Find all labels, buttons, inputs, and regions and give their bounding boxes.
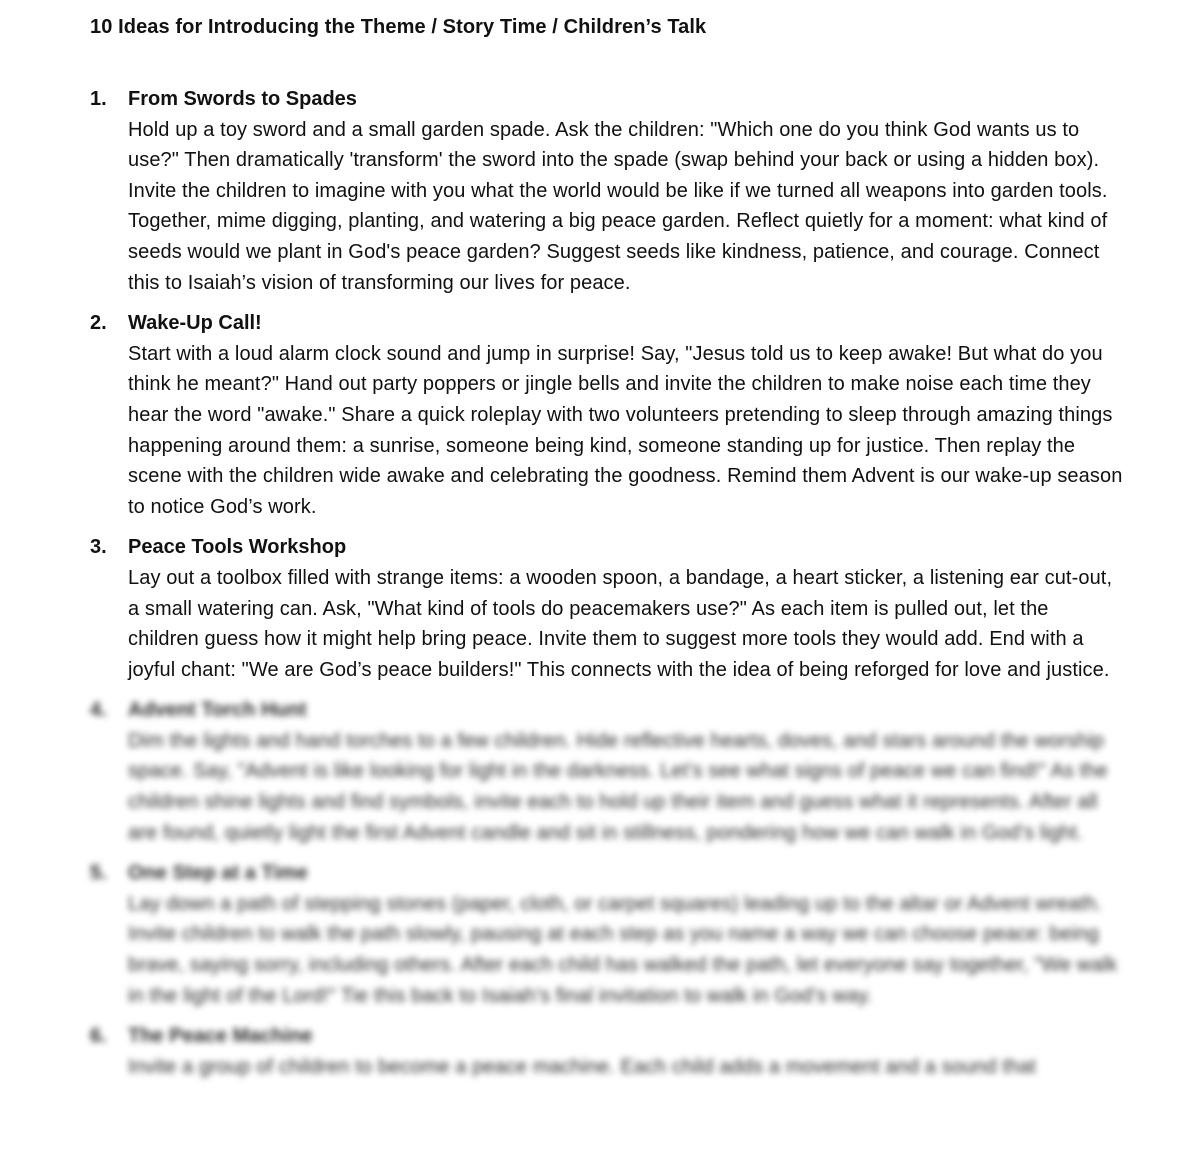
idea-content	[128, 84, 1125, 298]
idea-item-6	[90, 1021, 1125, 1082]
idea-heading: From Swords to Spades	[128, 88, 357, 110]
idea-heading: Wake-Up Call!	[128, 312, 262, 335]
idea-number: 5.	[90, 862, 107, 885]
idea-content	[128, 695, 1125, 848]
idea-list	[90, 84, 1125, 1082]
idea-item-1	[90, 84, 1125, 298]
idea-item-4	[90, 695, 1125, 848]
idea-heading: Advent Torch Hunt	[128, 699, 307, 722]
idea-item-2	[90, 308, 1125, 522]
idea-number: 3.	[90, 536, 107, 559]
idea-content	[128, 308, 1125, 522]
idea-body: Hold up a toy sword and a small garden spade. Ask the children: "Which one do you think God wants us to use?" Then dramatically 'transform' the sword into the spade (swap behind your back or using a hidden box). Invite the children to imagine with you what the world would be like if we turned all weapons into garden tools. Together, mime digging, planting, and watering a big peace garden. Reflect quietly for a moment: what kind of seeds would we plant in God's peace garden? Suggest seeds like kindness, patience, and courage. Connect this to Isaiah’s vision of transforming our lives for peace.	[128, 118, 1108, 294]
idea-body: Lay out a toolbox filled with strange items: a wooden spoon, a bandage, a heart sticker, a listening ear cut-out, a small watering can. Ask, "What kind of tools do peacemakers use?" As each item is pulled out, let the children guess how it might help bring peace. Invite them to suggest more tools they would add. End with a joyful chant: "We are God’s peace builders!" This connects with the idea of being reforged for love and justice.	[128, 566, 1113, 681]
idea-item-3	[90, 532, 1125, 685]
idea-number: 6.	[90, 1025, 107, 1048]
idea-content	[128, 1021, 1125, 1082]
idea-item-5	[90, 858, 1125, 1011]
idea-heading: Peace Tools Workshop	[128, 536, 347, 559]
idea-heading: The Peace Machine	[128, 1025, 313, 1048]
idea-number: 4.	[90, 699, 107, 722]
idea-content	[128, 532, 1125, 685]
idea-number: 2.	[90, 312, 107, 335]
idea-number: 1.	[90, 88, 107, 110]
idea-body: Dim the lights and hand torches to a few children. Hide reflective hearts, doves, and stars around the worship space. Say, "Advent is like looking for light in the darkness. Let’s see what signs of peace we can find!" As the children shine lights and find symbols, invite each to hold up their item and guess what it represents. After all are found, quietly light the first Advent candle and sit in stillness, pondering how we can walk in God’s light.	[128, 729, 1108, 844]
idea-body: Lay down a path of stepping stones (paper, cloth, or carpet squares) leading up to the altar or Advent wreath. Invite children to walk the path slowly, pausing at each step as you name a way we can choose peace: being brave, saying sorry, including others. After each child has walked the path, let everyone say together, "We walk in the light of the Lord!" Tie this back to Isaiah’s final invitation to walk in God’s way.	[128, 892, 1118, 1007]
document-title: 10 Ideas for Introducing the Theme / Story Time / Children’s Talk	[90, 16, 707, 38]
idea-heading: One Step at a Time	[128, 862, 308, 885]
idea-body: Start with a loud alarm clock sound and jump in surprise! Say, "Jesus told us to keep awake! But what do you think he meant?" Hand out party poppers or jingle bells and invite the children to make noise each time they hear the word "awake." Share a quick roleplay with two volunteers pretending to sleep through amazing things happening around them: a sunrise, someone being kind, someone standing up for justice. Then replay the scene with the children wide awake and celebrating the goodness. Remind them Advent is our wake-up season to notice God’s work.	[128, 342, 1123, 518]
idea-content	[128, 858, 1125, 1011]
idea-body: Invite a group of children to become a peace machine. Each child adds a movement and a sound that	[128, 1055, 1037, 1078]
